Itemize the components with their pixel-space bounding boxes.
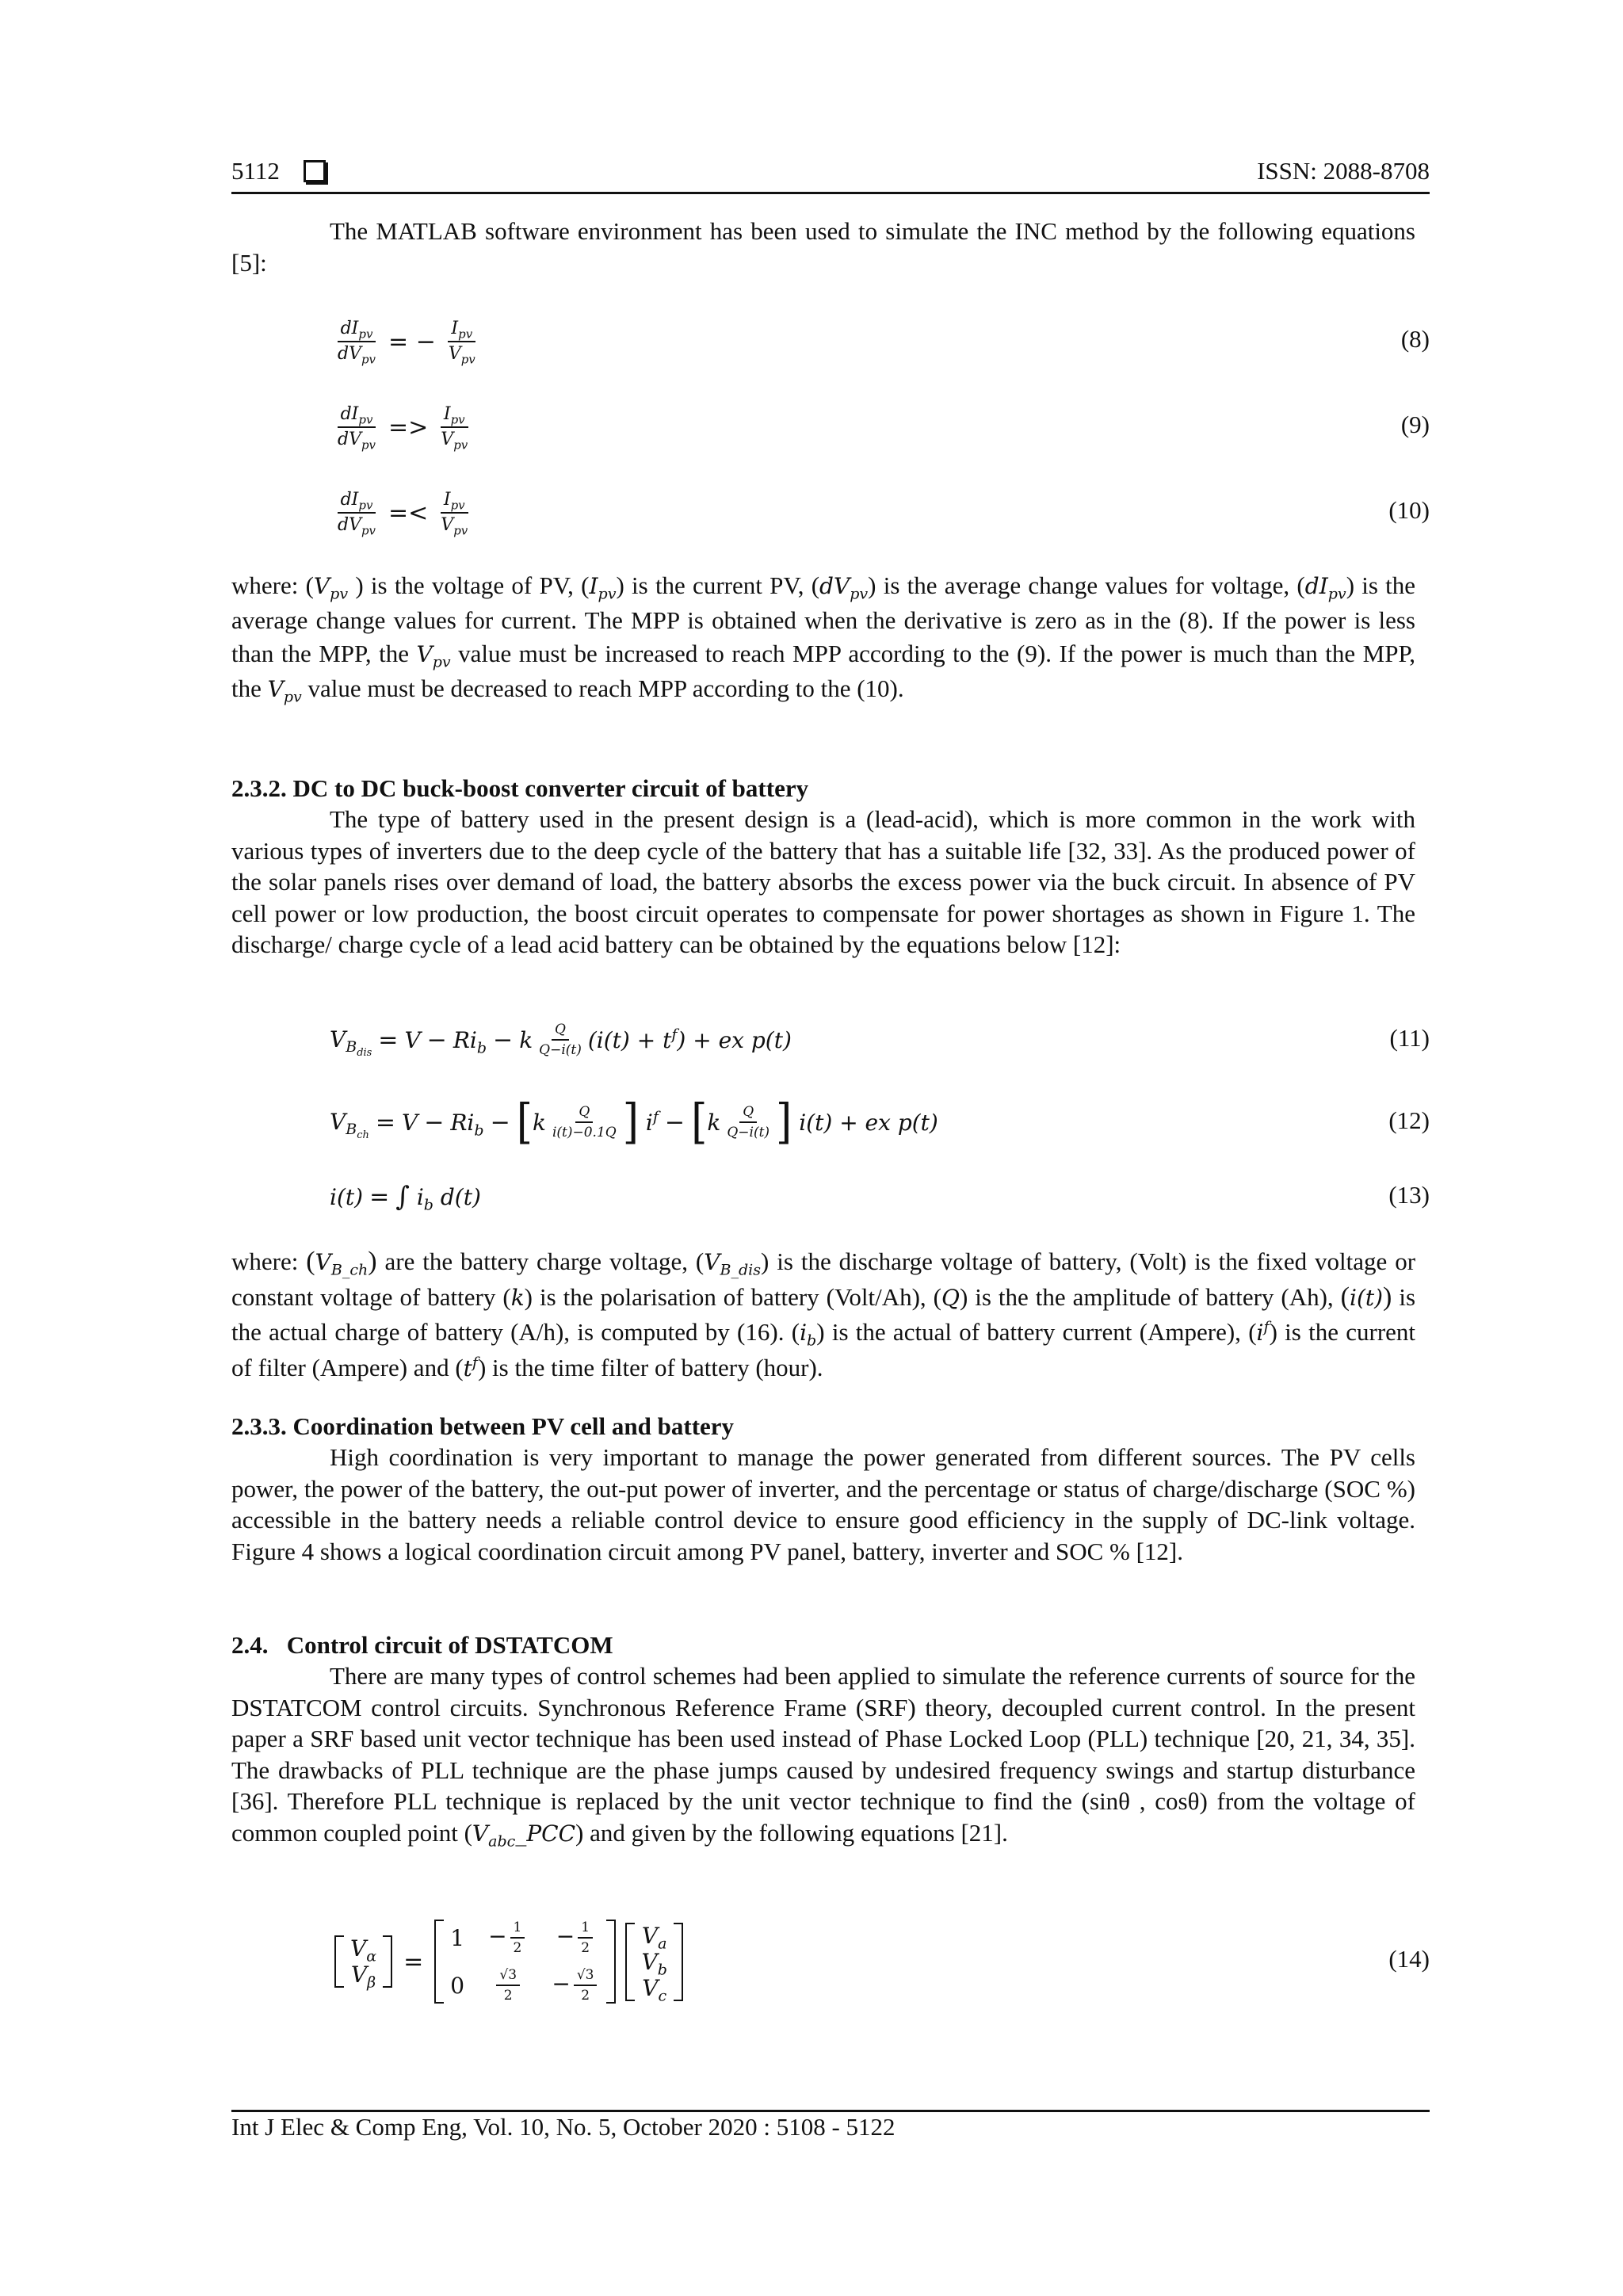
equation-number: (11) [1389, 1024, 1430, 1052]
equation-10: $\frac{dI_{pv}}{dV_{pv}}$ =< $\frac{I_{pv}}{V_{pv}}$ (10) [338, 490, 1430, 538]
equation-8: $\frac{dI_{pv}}{dV_{pv}}$ = − $\frac{I_{pv}}{V_{pv}}$ (8) [338, 319, 1430, 367]
equation-14: $V_\alpha$ $V_\beta$ = 1 − $\frac{1}{2}$ − $\frac{1}{2}$ 0 $\frac{√3}{2}$ − $\frac{√3}{2}$ $V_a$ $V_b$ $V_c$ (14) [231, 1902, 1430, 2021]
equation-11: $V_{B_{dis}}$ = V − $Ri_b$ − k $\frac{Q}{Q-i(t)}$ $(i(t) + t^f)$ + ex p(t) (11) [330, 1022, 1430, 1060]
equation-number: (10) [1388, 496, 1430, 524]
battery-explanation-paragraph: where: $(V_{B\_ch})$ are the battery charge voltage, $(V_{B\_dis})$ is the discharge voltage of battery, (Volt) is the fixed voltage or constant voltage of battery (k) is the polarisation of battery (Volt/Ah), (Q) is the the amplitude of battery (Ah), (i(t)) is the actual charge of battery (A/h), is computed by (16). $(i_b)$ is the actual of battery current (Ampere), $(i^f)$ is the current of filter (Ampere) and $(t^f)$ is the time filter of battery (hour). [231, 1247, 1416, 1381]
section-2-4-body: There are many types of control schemes had been applied to simulate the reference currents of source for the DSTATCOM control circuits. Synchronous Reference Frame (SRF) theory, decoupled current control. In the present paper a SRF based unit vector technique has been used instead of Phase Locked Loop (PLL) technique [20, 21, 34, 35]. The drawbacks of PLL technique are the phase jumps caused by undesired frequency swings and startup disturbance [36]. Therefore PLL technique is replaced by the unit vector technique to find the (sinθ , cosθ) from the voltage of common coupled point $(V_{abc}\_PCC)$ and given by the following equations [21]. [231, 1662, 1415, 1851]
section-heading-2-3-2: 2.3.2. DC to DC buck-boost converter circuit of battery [231, 774, 809, 802]
section-2-3-2-body: The type of battery used in the present design is a (lead-acid), which is more common in the work with various types of inverters due to the deep cycle of the battery that has a suitable life [32, 33]. As the produced power of the solar panels rises over demand of load, the battery absorbs the excess power via the buck circuit. In absence of PV cell power or low production, the boost circuit operates to compensate for power shortages as shown in Figure 1. The discharge/ charge cycle of a lead acid battery can be obtained by the equations below [12]: [231, 805, 1415, 958]
checkbox-square-icon [304, 160, 326, 182]
equation-number: (14) [1388, 1945, 1430, 1973]
intro-paragraph: The MATLAB software environment has been used to simulate the INC method by the following equations [5]: [231, 217, 1415, 277]
equation-number: (9) [1400, 411, 1430, 438]
section-2-3-3-body: High coordination is very important to manage the power generated from different sources. The PV cells power, the power of the battery, the out-put power of inverter, and the percentage or status of charge/discharge (SOC %) accessible in the battery needs a reliable control device to ensure good efficiency in the supply of DC-link voltage. Figure 4 shows a logical coordination circuit among PV panel, battery, inverter and SOC % [12]. [231, 1443, 1415, 1565]
equation-number: (8) [1400, 325, 1430, 353]
equation-number: (12) [1388, 1106, 1430, 1134]
equation-number: (13) [1388, 1181, 1430, 1209]
equation-9: $\frac{dI_{pv}}{dV_{pv}}$ => $\frac{I_{pv}}{V_{pv}}$ (9) [338, 404, 1430, 453]
issn: ISSN: 2088-8708 [1257, 157, 1430, 185]
header-rule [231, 192, 1430, 194]
equation-13: i(t) = ∫ $i_b$ d(t) (13) [330, 1181, 1430, 1214]
page-number: 5112 [231, 157, 280, 185]
inc-explanation-paragraph: where: ($V_{pv}$ ) is the voltage of PV, $(I_{pv})$ is the current PV, $(dV_{pv})$ is the average change values for voltage, $(dI_{pv})$ is the average change values for current. The MPP is obtained when the derivative is zero as in the (8). If the power is less than the MPP, the $V_{pv}$ value must be increased to reach MPP according to the (9). If the power is much than the MPP, the $V_{pv}$ value must be decreased to reach MPP according to the (10). [231, 571, 1416, 706]
footer-citation: Int J Elec & Comp Eng, Vol. 10, No. 5, October 2020 : 5108 - 5122 [231, 2113, 896, 2141]
section-heading-2-4: 2.4. Control circuit of DSTATCOM [231, 1631, 613, 1659]
section-heading-2-3-3: 2.3.3. Coordination between PV cell and battery [231, 1412, 735, 1440]
equation-12: $V_{B_{ch}}$ = V − $Ri_b$ − [ k $\frac{Q}{i(t)-0.1Q}$ ] $i^f$ − [ k $\frac{Q}{Q-i(t)}$ ] i(t) + ex p(t) (12) [330, 1095, 1430, 1150]
page-header [231, 155, 1430, 193]
